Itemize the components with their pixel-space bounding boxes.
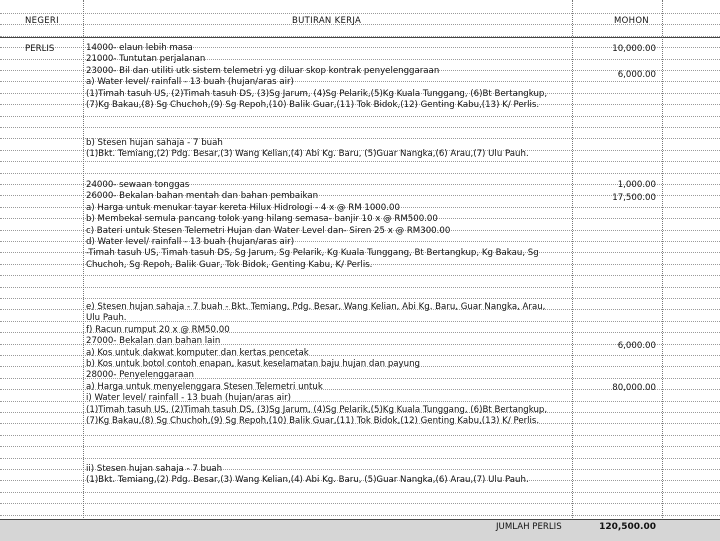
desc-line: 14000- elaun lebih masa [86,43,193,53]
desc-line: a) Kos untuk dakwat komputer dan kertas pencetak [86,347,309,358]
row-gridline [0,503,720,504]
desc-line: e) Stesen hujan sahaja - 7 buah - Bkt. Temiang, Pdg. Besar, Wang Kelian, Abi Kg. Baru, Guar Nangka, Arau, [86,302,546,312]
row-gridline [0,161,720,162]
desc-line: 24000- sewaan tonggas [86,180,190,190]
header-divider [0,37,720,38]
desc-line: (1)Timah tasuh US, (2)Timah tasuh DS, (3)Sg Jarum, (4)Sg Pelarik,(5)Kg Kuala Tunggang, (6)Bt Bertangkup, [86,404,548,415]
desc-line: (7)Kg Bakau,(8) Sg Chuchoh,(9) Sg Repoh,(10) Balik Guar,(11) Tok Bidok,(12) Genting Kabu,(13) K/ Perlis. [86,99,540,110]
header-mohon: MOHON [614,16,649,26]
desc-line: 26000- Bekalan bahan mentah dan bahan pembaikan [86,191,319,202]
amount-cell: 17,500.00 [612,193,656,203]
desc-line: (1)Bkt. Temiang,(2) Pdg. Besar,(3) Wang Kelian,(4) Abi Kg. Baru, (5)Guar Nangka,(6) Arau,(7) Ulu Pauh. [86,475,529,486]
desc-line: 23000- Bil dan utiliti utk sistem telemetri yg diluar skop kontrak penyelenggaraan [86,65,440,76]
desc-line: i) Water level/ rainfall - 13 buah (hujan/aras air) [86,393,292,404]
desc-block-3 [86,180,539,271]
row-gridline [0,275,720,276]
desc-line: Ulu Pauh. [86,313,127,324]
desc-line: 28000- Penyelenggaraan [86,370,194,381]
row-gridline [0,515,720,516]
desc-line: 27000- Bekalan dan bahan lain [86,336,221,347]
desc-line: a) Harga untuk menyelenggara Stesen Telemetri untuk [86,381,323,392]
desc-line: c) Bateri untuk Stesen Telemetri Hujan dan Water Level dan- Siren 25 x @ RM300.00 [86,225,451,236]
desc-block-4 [86,302,547,427]
row-gridline [0,492,720,493]
amount-cell: 6,000.00 [617,341,656,351]
row-gridline [0,127,720,128]
desc-line: (1)Timah tasuh US, (2)Timah tasuh DS, (3)Sg Jarum, (4)Sg Pelarik,(5)Kg Kuala Tunggang, (6)Bt Bertangkup, [86,88,548,99]
row-gridline [0,287,720,288]
amount-cell: 80,000.00 [612,383,656,393]
row-gridline [0,298,720,299]
desc-line: b) Stesen hujan sahaja - 7 buah [86,138,223,148]
desc-line: a) Water level/ rainfall - 13 buah (hujan/aras air) [86,77,294,88]
desc-block-1 [86,43,547,111]
header-butiran-kerja: BUTIRAN KERJA [292,16,362,26]
column-divider [662,0,663,540]
negeri-cell: PERLIS [25,44,55,54]
desc-line: f) Racun rumput 20 x @ RM50.00 [86,324,230,335]
column-divider [572,0,573,540]
row-gridline [0,458,720,459]
desc-line: b) Kos untuk botol contoh enapan, kasut keselamatan baju hujan dan payung [86,358,420,369]
desc-line: Chuchoh, Sg Repoh, Balik Guar, Tok Bidok, Genting Kabu, K/ Perlis. [86,259,373,270]
amount-cell: 10,000.00 [612,44,656,54]
desc-line: ii) Stesen hujan sahaja - 7 buah [86,464,223,474]
desc-block-5 [86,464,529,487]
row-gridline [0,446,720,447]
amount-cell: 6,000.00 [617,70,656,80]
desc-line: a) Harga untuk menukar tayar kereta Hilux Hidrologi - 4 x @ RM 1000.00 [86,202,400,213]
row-gridline [0,173,720,174]
desc-line: (7)Kg Bakau,(8) Sg Chuchoh,(9) Sg Repoh,(10) Balik Guar,(11) Tok Bidok,(12) Genting Kabu,(13) K/ Perlis. [86,415,540,426]
desc-line: 21000- Tuntutan perjalanan [86,54,206,65]
row-gridline [0,116,720,117]
desc-line: -Timah tasuh US, Timah tasuh DS, Sg Jarum, Sg Pelarik, Kg Kuala Tunggang, Bt Bertangkup, Kg Bakau, Sg [86,248,539,259]
desc-block-2 [86,138,529,161]
row-gridline [0,435,720,436]
total-amount: 120,500.00 [599,522,656,532]
column-divider [83,0,84,540]
desc-line: d) Water level/ rainfall - 13 buah (hujan/aras air) [86,236,295,247]
amount-cell: 1,000.00 [617,180,656,190]
desc-line: (1)Bkt. Temiang,(2) Pdg. Besar,(3) Wang Kelian,(4) Abi Kg. Baru, (5)Guar Nangka,(6) Arau,(7) Ulu Pauh. [86,149,529,160]
header-negeri: NEGERI [25,16,59,26]
desc-line: b) Membekal semula pancang tolok yang hilang semasa- banjir 10 x @ RM500.00 [86,214,438,225]
total-label: JUMLAH PERLIS [496,522,562,532]
row-gridline [0,13,720,14]
